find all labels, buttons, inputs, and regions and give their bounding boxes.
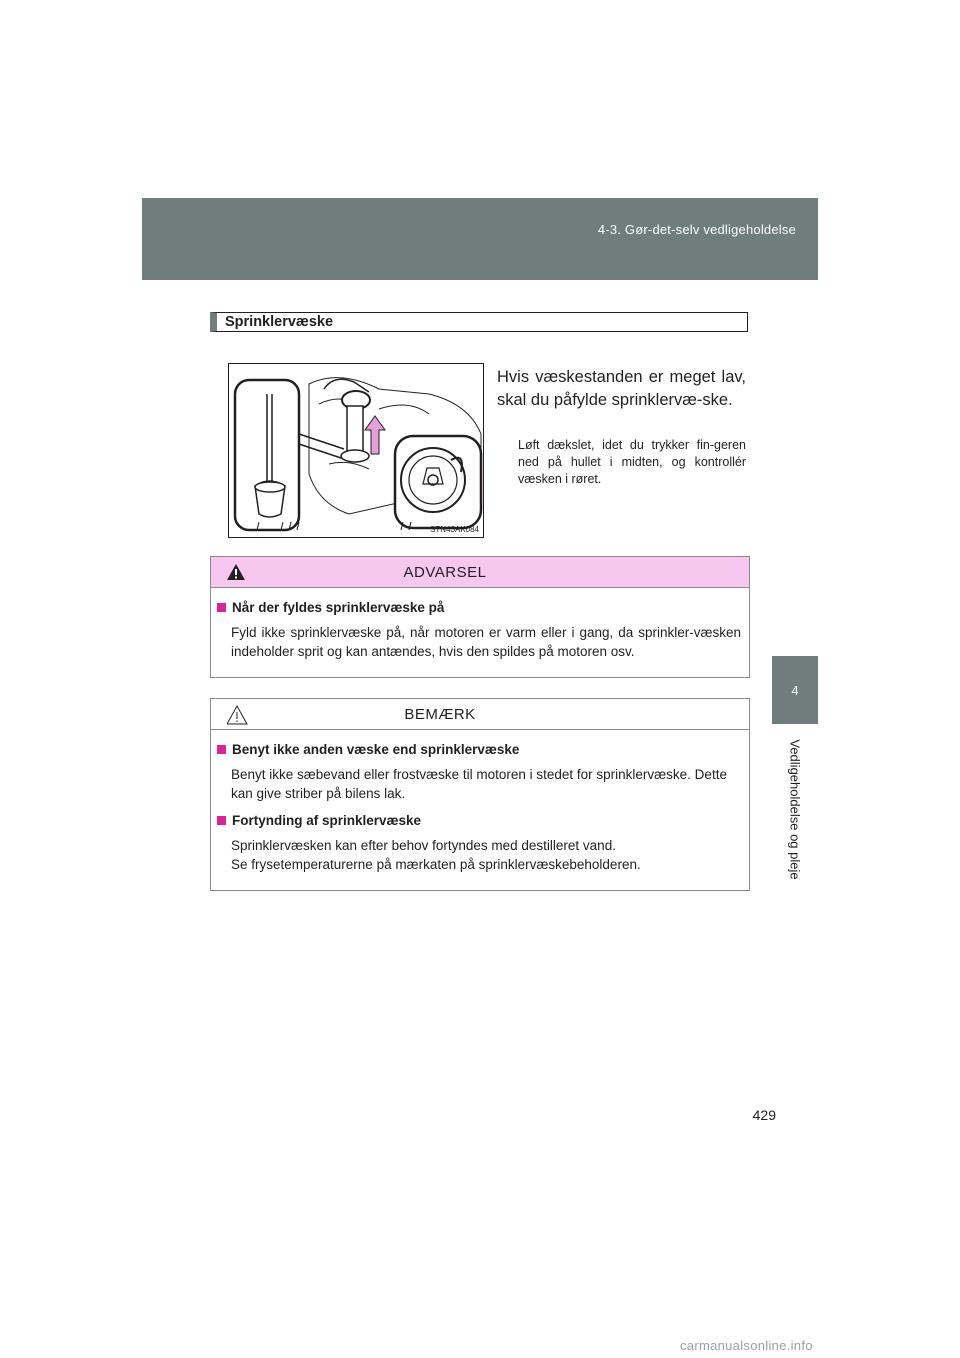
- notice-item-title: Fortynding af sprinklervæske: [232, 813, 422, 828]
- warning-header: [211, 557, 749, 588]
- warning-item-title: Når der fyldes sprinklervæske på: [232, 600, 445, 615]
- notice-title: BEMÆRK: [404, 705, 476, 723]
- illustration-drawing: [229, 364, 484, 538]
- warning-box: [210, 556, 750, 678]
- notice-box: [210, 698, 750, 891]
- figure-code: STN43AK084: [430, 525, 479, 534]
- main-instruction: Hvis væskestanden er meget lav, skal du påfylde sprinklervæ-ske.: [497, 368, 746, 409]
- page-number: 429: [752, 1107, 776, 1123]
- notice-item: [217, 811, 741, 874]
- watermark: carmanualsonline.info: [680, 1338, 813, 1353]
- notice-item: [217, 740, 741, 803]
- header-band: [142, 198, 818, 280]
- warning-item-text: Fyld ikke sprinklervæske på, når motoren er varm eller i gang, da sprinkler-væsken indeholder sprit og kan antændes, hvis den spildes på motoren osv.: [231, 625, 741, 659]
- chapter-label: Vedligeholdelse og pleje: [787, 739, 803, 880]
- notice-header: [211, 699, 749, 730]
- notice-item-text-line: Sprinklervæsken kan efter behov fortyndes med destilleret vand.: [231, 838, 616, 853]
- notice-item-title: Benyt ikke anden væske end sprinklervæske: [232, 742, 520, 757]
- section-heading: Sprinklervæske: [210, 312, 748, 332]
- sub-instruction: Løft dækslet, idet du trykker fin-geren ned på hullet i midten, og kontrollér væsken i røret.: [518, 438, 746, 486]
- bullet-square: [217, 745, 226, 754]
- notice-item-text-line: Se frysetemperaturerne på mærkaten på sprinklervæskebeholderen.: [231, 857, 641, 872]
- warning-title: ADVARSEL: [403, 563, 487, 581]
- warning-item: [217, 598, 741, 661]
- caution-icon: [227, 704, 467, 726]
- notice-item-text: Benyt ikke sæbevand eller frostvæske til motoren i stedet for sprinklervæske. Dette kan give striber på bilens lak.: [231, 767, 727, 801]
- chapter-tab: 4: [772, 656, 818, 724]
- warning-icon: [227, 562, 467, 582]
- washer-reservoir-illustration: [228, 363, 484, 538]
- section-breadcrumb: 4-3. Gør-det-selv vedligeholdelse: [597, 222, 796, 237]
- bullet-square: [217, 603, 226, 612]
- bullet-square: [217, 816, 226, 825]
